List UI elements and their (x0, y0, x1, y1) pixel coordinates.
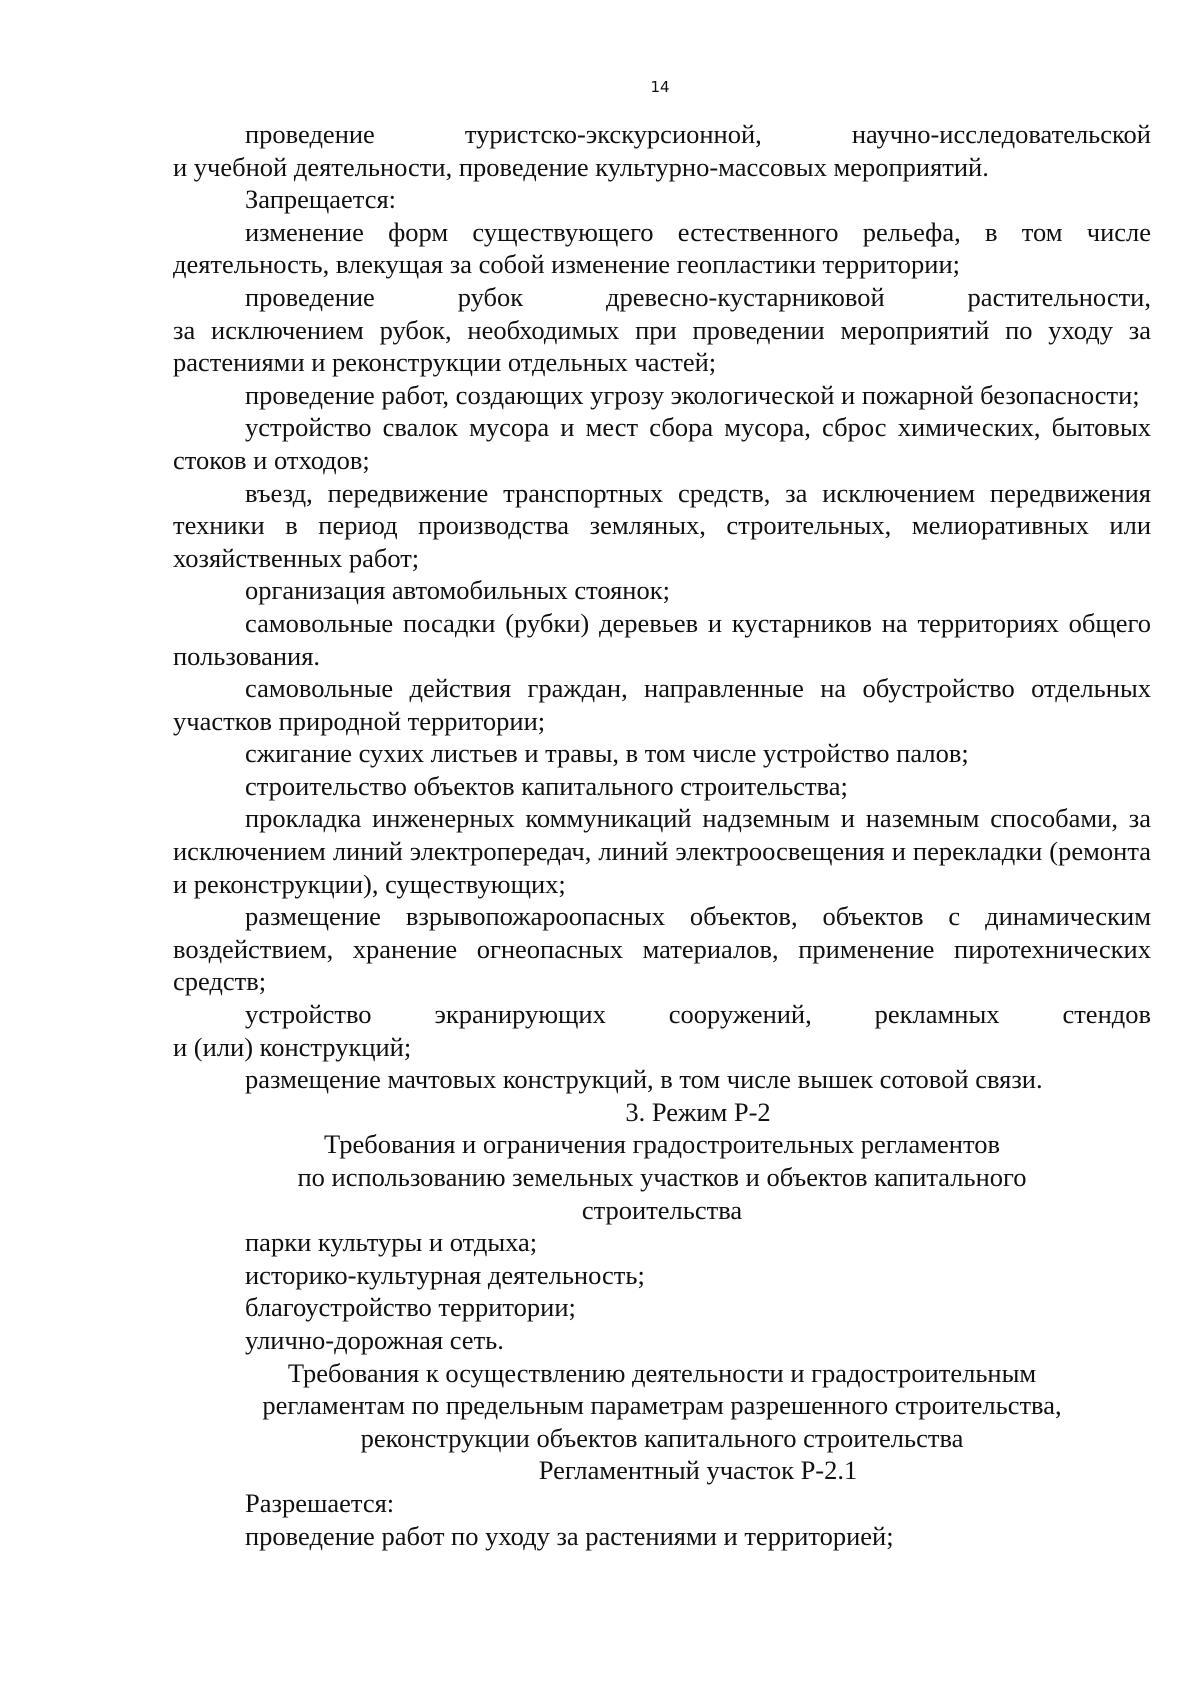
prohibited-item: самовольные посадки (рубки) деревьев и кустарников на территориях общего пользования. (173, 607, 1151, 671)
prohibited-item-continuation: и (или) конструкций; (173, 1031, 412, 1062)
prohibited-item: самовольные действия граждан, направленные на обустройство отдельных участков природной территории; (173, 673, 1151, 736)
prohibited-item: размещение мачтовых конструкций, в том числе вышек сотовой связи. (245, 1064, 1043, 1095)
subsection-title: Регламентный участок Р-2.1 (538, 1455, 858, 1486)
permitted-use-item: историко-культурная деятельность; (245, 1259, 645, 1290)
prohibited-item: сжигание сухих листьев и травы, в том числе устройство палов; (245, 738, 969, 769)
permitted-use-item: улично-дорожная сеть. (245, 1324, 504, 1355)
parameters-heading-line-3: реконструкции объектов капитального строительства (360, 1422, 964, 1453)
prohibited-item: устройство свалок мусора и мест сбора мусора, сброс химических, бытовых стоков и отходов; (173, 412, 1151, 475)
page-number: 14 (650, 78, 670, 96)
prohibited-label: Запрещается: (245, 184, 397, 215)
prohibited-item: строительство объектов капитального строительства; (245, 770, 848, 801)
intro-continuation-line-1: проведение туристско-экскурсионной, научно-исследовательской (245, 119, 1151, 149)
prohibited-item: организация автомобильных стоянок; (245, 575, 670, 606)
prohibited-item: прокладка инженерных коммуникаций надземным и наземным способами, за исключением линий электропередач, линий электроосвещения и перекладки (ремонта и реконструкции), существующих; (173, 803, 1151, 899)
requirements-heading-line-1: Требования и ограничения градостроительных регламентов (324, 1129, 1000, 1160)
prohibited-item: размещение взрывопожароопасных объектов, объектов с динамическим воздействием, хранение огнеопасных материалов, применение пиротехнических средств; (173, 901, 1151, 997)
prohibited-item: устройство экранирующих сооружений, рекламных стендов (245, 999, 1151, 1030)
prohibited-item: проведение рубок древесно-кустарниковой растительности, (245, 281, 1151, 312)
parameters-heading-line-1: Требования к осуществлению деятельности и градостроительным (287, 1357, 1037, 1388)
parameters-heading-line-2: регламентам по предельным параметрам разрешенного строительства, (262, 1390, 1062, 1421)
permitted-use-item: благоустройство территории; (245, 1292, 576, 1323)
prohibited-item: въезд, передвижение транспортных средств, за исключением передвижения техники в период производства земляных, строительных, мелиоративных или хозяйственных работ; (173, 477, 1151, 573)
intro-continuation-line-2: и учебной деятельности, проведение культурно-массовых мероприятий. (173, 151, 989, 182)
allowed-label: Разрешается: (245, 1487, 395, 1518)
requirements-heading-line-2: по использованию земельных участков и объектов капитального (297, 1162, 1027, 1192)
section-title: 3. Режим Р-2 (625, 1096, 771, 1127)
prohibited-item: изменение форм существующего естественного рельефа, в том числе деятельность, влекущая за собой изменение геопластики территории; (173, 216, 1151, 280)
document-body (173, 118, 1151, 1552)
prohibited-item: проведение работ, создающих угрозу экологической и пожарной безопасности; (245, 379, 1140, 410)
allowed-item: проведение работ по уходу за растениями и территорией; (245, 1520, 894, 1551)
requirements-heading-line-3: строительства (581, 1194, 743, 1225)
prohibited-item-continuation: за исключением рубок, необходимых при проведении мероприятий по уходу за растениями и реконструкции отдельных частей; (173, 314, 1151, 378)
permitted-use-item: парки культуры и отдыха; (245, 1227, 538, 1258)
